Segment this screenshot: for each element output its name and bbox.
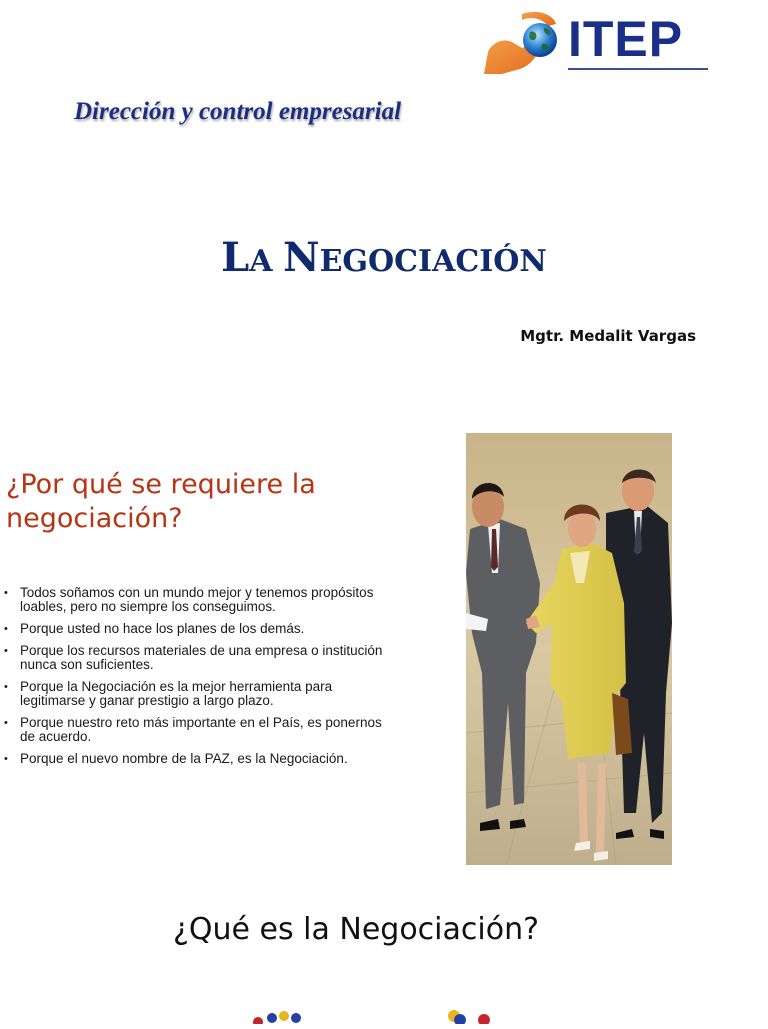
main-title-part: A [249, 244, 283, 279]
main-title-part: EGOCIACIÓN [319, 244, 547, 279]
author-name: Mgtr. Medalit Vargas [520, 327, 696, 345]
main-title [0, 234, 768, 281]
list-item: • Porque el nuevo nombre de la PAZ, es la Negociación. [4, 752, 384, 766]
list-item: • Porque los recursos materiales de una empresa o institución nunca son suficientes. [4, 644, 384, 672]
list-item: • Porque la Negociación es la mejor herramienta para legitimarse y ganar prestigio a largo plazo. [4, 680, 384, 708]
business-people-photo [466, 433, 672, 865]
main-title-letter: N [283, 234, 320, 281]
list-item: • Porque nuestro reto más importante en el País, es ponernos de acuerdo. [4, 716, 384, 744]
slide3-title: ¿Qué es la Negociación? [172, 912, 540, 947]
main-title-letter: L [221, 234, 250, 281]
itep-logo [482, 8, 714, 76]
course-title: Dirección y control empresarial [74, 98, 402, 125]
globe-hand-icon [482, 8, 566, 76]
logo-underline [568, 68, 708, 70]
people-figures-icon [240, 1004, 500, 1024]
list-item: • Porque usted no hace los planes de los demás. [4, 622, 384, 636]
logo-text: ITEP [568, 11, 684, 67]
list-item: • Todos soñamos con un mundo mejor y tenemos propósitos loables, pero no siempre los conseguimos. [4, 586, 384, 614]
slide2-title: ¿Por qué se requiere la negociación? [6, 469, 316, 534]
reasons-list [4, 586, 384, 774]
